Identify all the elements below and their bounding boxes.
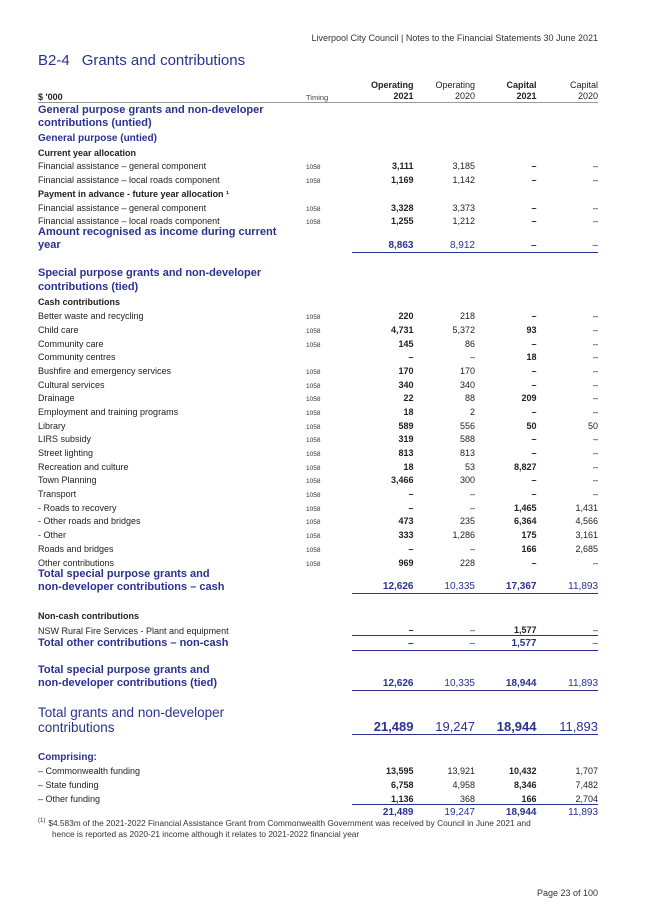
value-capital-2021: 209 — [521, 393, 537, 404]
row-timing: 1058 — [306, 327, 321, 335]
row-label: Financial assistance – general component — [38, 202, 207, 213]
value-operating-2020: 300 — [459, 475, 475, 486]
value-operating-2021: 13,595 — [385, 766, 414, 777]
page-number: Page 23 of 100 — [536, 888, 598, 898]
timing-header: Timing — [306, 80, 352, 103]
table-row — [38, 390, 598, 404]
value-operating-2020: 228 — [459, 557, 475, 568]
value-operating-2021: 333 — [398, 530, 414, 541]
value-operating-2020: 10,335 — [414, 664, 476, 690]
value-capital-2021: 50 — [526, 420, 537, 431]
value-capital-2020: – — [592, 324, 598, 335]
row-timing: 1058 — [306, 219, 321, 227]
value-capital-2020: – — [592, 161, 598, 172]
spacer-cell — [38, 735, 598, 749]
value-capital-2021: – — [531, 365, 537, 376]
row-label: Financial assistance – local roads component — [38, 175, 220, 186]
row-timing: 1058 — [306, 368, 321, 376]
row-timing: 1058 — [306, 437, 321, 445]
row-label: Financial assistance – general component — [38, 161, 207, 172]
value-capital-2020: – — [592, 461, 598, 472]
table-row — [38, 499, 598, 513]
row-label: – Other funding — [38, 794, 101, 805]
table-row — [38, 540, 598, 554]
value-capital-2021: – — [531, 489, 537, 500]
col-operating-2020: Operating 2020 — [414, 80, 476, 103]
row-label: Cultural services — [38, 379, 105, 390]
value-operating-2020: 3,373 — [452, 202, 475, 213]
value-capital-2021: – — [531, 475, 537, 486]
value-operating-2020: 1,142 — [452, 175, 475, 186]
value-operating-2021: – — [408, 543, 414, 554]
row-label: Roads and bridges — [38, 543, 114, 554]
row-label: Library — [38, 420, 66, 431]
value-operating-2021: – — [352, 621, 414, 635]
value-operating-2020: 3,185 — [452, 161, 475, 172]
value-capital-2020: 4,566 — [575, 516, 598, 527]
table-row — [38, 213, 598, 227]
value-capital-2020: – — [592, 489, 598, 500]
value-capital-2021: – — [531, 338, 537, 349]
row-label: Street lighting — [38, 448, 94, 458]
value-capital-2020: 7,482 — [575, 779, 598, 790]
value-capital-2020: – — [592, 406, 598, 417]
value-capital-2021: – — [531, 202, 537, 213]
row-label: Bushfire and emergency services — [38, 365, 172, 376]
row-timing: 1058 — [306, 205, 321, 213]
table-row — [38, 335, 598, 349]
section-heading: Grants and contributions — [81, 52, 246, 69]
col-capital-2020: Capital 2020 — [537, 80, 599, 103]
value-operating-2020: 19,247 — [414, 804, 476, 818]
row-label: - Other — [38, 530, 67, 541]
table-row — [38, 790, 598, 804]
row-timing: 1058 — [306, 396, 321, 404]
value-operating-2021: 1,136 — [352, 790, 414, 804]
value-operating-2020: – — [414, 636, 476, 651]
table-row — [38, 307, 598, 321]
table-row — [38, 513, 598, 527]
value-operating-2021: – — [408, 502, 414, 513]
table-row — [38, 763, 598, 777]
value-capital-2021: 8,827 — [513, 461, 537, 472]
value-capital-2020: 3,161 — [575, 530, 598, 541]
value-operating-2020: 368 — [414, 790, 476, 804]
spacer-row — [38, 594, 598, 608]
value-operating-2021: 473 — [398, 516, 414, 527]
row-timing: 1058 — [306, 478, 321, 486]
row-timing: 1058 — [306, 382, 321, 390]
value-capital-2020: – — [592, 202, 598, 213]
value-operating-2021: 170 — [398, 365, 414, 376]
row-timing: 1058 — [306, 546, 321, 554]
value-capital-2020: – — [592, 311, 598, 322]
value-operating-2021: 589 — [398, 420, 414, 431]
subheading: Special purpose grants and non-developer — [38, 267, 262, 280]
value-operating-2021: 8,863 — [352, 226, 414, 252]
value-operating-2021: 1,255 — [390, 216, 414, 227]
value-capital-2020: – — [592, 365, 598, 376]
value-capital-2021: – — [531, 216, 537, 227]
value-operating-2021: 3,466 — [390, 475, 414, 486]
grants-table — [38, 80, 598, 818]
value-operating-2021: 340 — [398, 379, 414, 390]
row-timing: 1058 — [306, 492, 321, 500]
value-capital-2021: 17,367 — [475, 568, 537, 594]
value-operating-2021: 12,626 — [352, 568, 414, 594]
value-capital-2021: – — [531, 379, 537, 390]
value-operating-2021: 319 — [398, 434, 414, 445]
table-row — [38, 417, 598, 431]
row-timing — [306, 776, 352, 790]
row-label: Drainage — [38, 393, 75, 404]
value-capital-2020: 2,704 — [537, 790, 599, 804]
value-capital-2021: 10,432 — [508, 766, 537, 777]
table-row — [38, 199, 598, 213]
value-operating-2020: 53 — [464, 461, 475, 472]
subheading-row — [38, 280, 598, 294]
value-operating-2021: 21,489 — [352, 705, 414, 735]
value-capital-2020: 1,707 — [575, 766, 598, 777]
value-operating-2020: 10,335 — [414, 568, 476, 594]
table-row — [38, 621, 598, 635]
value-operating-2020: 1,212 — [452, 216, 475, 227]
value-capital-2020: – — [592, 475, 598, 486]
row-timing: 1058 — [306, 519, 321, 527]
table-header-row — [38, 80, 598, 103]
row-label: Financial assistance – local roads component — [38, 216, 220, 227]
value-operating-2020: 235 — [459, 516, 475, 527]
value-capital-2021: 166 — [521, 543, 537, 554]
value-operating-2021: 6,758 — [390, 779, 414, 790]
footnote-text: $4.583m of the 2021-2022 Financial Assistance Grant from Commonwealth Government was received by Council in June 2021 and — [48, 817, 531, 828]
value-operating-2021: 145 — [398, 338, 414, 349]
total-row — [38, 568, 598, 594]
page-header: Liverpool City Council | Notes to the Financial Statements 30 June 2021 — [311, 33, 598, 43]
value-capital-2021: 6,364 — [513, 516, 537, 527]
value-capital-2020: 2,685 — [575, 543, 598, 554]
value-capital-2020: 50 — [587, 420, 598, 431]
row-timing: 1058 — [306, 533, 321, 541]
subheading: Comprising: — [38, 751, 97, 763]
row-label: Community care — [38, 338, 104, 349]
value-capital-2021: 175 — [521, 530, 537, 541]
spacer-cell — [38, 650, 598, 664]
value-capital-2020: – — [592, 352, 598, 363]
value-operating-2020: 813 — [459, 448, 475, 458]
value-operating-2020: 5,372 — [452, 324, 475, 335]
value-capital-2021: – — [531, 557, 537, 568]
table-row — [38, 485, 598, 499]
row-label: Recreation and culture — [38, 461, 129, 472]
value-capital-2021: – — [531, 161, 537, 172]
row-label: Employment and training programs — [38, 406, 179, 417]
spacer-row — [38, 690, 598, 704]
value-operating-2020: – — [469, 502, 475, 513]
row-label: - Roads to recovery — [38, 502, 117, 513]
value-capital-2021: 93 — [526, 324, 537, 335]
row-timing: 1058 — [306, 178, 321, 186]
row-label: Community centres — [38, 352, 116, 363]
row-timing: 1058 — [306, 505, 321, 513]
table-row — [38, 158, 598, 172]
row-timing — [306, 790, 352, 804]
value-operating-2021: – — [408, 352, 414, 363]
value-operating-2020: 88 — [464, 393, 475, 404]
subheading-row — [38, 130, 598, 144]
subheading: Cash contributions — [38, 297, 121, 308]
value-capital-2020: – — [592, 557, 598, 568]
total-row — [38, 664, 598, 690]
spacer-cell — [38, 690, 598, 704]
table-row — [38, 403, 598, 417]
subheading-row — [38, 749, 598, 763]
units-label: $ '000 — [38, 80, 306, 103]
row-label: – Commonwealth funding — [38, 766, 141, 777]
row-label: Transport — [38, 489, 77, 500]
subheading-row — [38, 266, 598, 280]
row-timing: 1058 — [306, 164, 321, 172]
row-label: LIRS subsidy — [38, 434, 92, 445]
row-label: Child care — [38, 324, 79, 335]
section-number: B2-4 — [38, 52, 70, 69]
spacer-row — [38, 650, 598, 664]
value-operating-2021: – — [408, 489, 414, 500]
total-row — [38, 705, 598, 735]
value-operating-2020: – — [414, 621, 476, 635]
subheading-row — [38, 144, 598, 158]
table-row — [38, 171, 598, 185]
subheading: Payment in advance - future year allocation ¹ — [38, 188, 230, 199]
value-operating-2020: 86 — [464, 338, 475, 349]
value-capital-2021: 18,944 — [475, 804, 537, 818]
spacer-cell — [38, 594, 598, 608]
value-capital-2021: – — [531, 434, 537, 445]
value-capital-2020: – — [592, 448, 598, 458]
row-timing: 1058 — [306, 409, 321, 417]
value-capital-2020: 11,893 — [537, 568, 599, 594]
value-operating-2020: 588 — [459, 434, 475, 445]
value-capital-2021: – — [531, 406, 537, 417]
value-capital-2021: 8,346 — [513, 779, 537, 790]
spacer-cell — [38, 252, 598, 266]
value-operating-2021: 12,626 — [352, 664, 414, 690]
value-capital-2021: 166 — [475, 790, 537, 804]
subheading-row — [38, 103, 598, 117]
value-operating-2021: – — [352, 636, 414, 651]
value-capital-2020: 11,893 — [537, 804, 599, 818]
value-operating-2020: 19,247 — [414, 705, 476, 735]
table-row — [38, 321, 598, 335]
subheading: General purpose grants and non-developer — [38, 103, 264, 116]
value-capital-2020: – — [537, 226, 599, 252]
total-label: Total grants and non-developer contributions — [38, 704, 225, 735]
value-capital-2020: – — [592, 379, 598, 390]
subheading-row — [38, 294, 598, 308]
total-label: Total other contributions – non-cash — [38, 637, 229, 650]
table-body — [38, 103, 598, 819]
value-operating-2021: 3,328 — [390, 202, 414, 213]
value-capital-2020: 11,893 — [537, 705, 599, 735]
value-capital-2020: – — [592, 338, 598, 349]
total-label: Total special purpose grants and non-developer contributions – cash — [38, 567, 225, 593]
value-operating-2020: 218 — [459, 311, 475, 322]
footnote — [38, 816, 598, 840]
value-operating-2020: 8,912 — [414, 226, 476, 252]
row-timing — [306, 349, 352, 363]
value-operating-2021: 4,731 — [390, 324, 414, 335]
value-capital-2020: – — [537, 621, 599, 635]
value-operating-2021: 220 — [398, 311, 414, 322]
row-timing: 1058 — [306, 423, 321, 431]
subheading: Non-cash contributions — [38, 611, 139, 622]
value-capital-2020: – — [592, 393, 598, 404]
value-operating-2021: 18 — [403, 406, 414, 417]
value-operating-2021: 1,169 — [390, 175, 414, 186]
value-capital-2021: 18 — [526, 352, 537, 363]
value-capital-2021: – — [531, 448, 537, 458]
value-capital-2020: – — [592, 434, 598, 445]
value-operating-2020: – — [469, 543, 475, 554]
value-operating-2020: – — [469, 352, 475, 363]
value-operating-2021: 969 — [398, 557, 414, 568]
row-timing — [306, 621, 352, 635]
table-row — [38, 444, 598, 458]
value-operating-2021: 22 — [403, 393, 414, 404]
value-capital-2020: 1,431 — [575, 502, 598, 513]
subheading: Current year allocation — [38, 147, 137, 158]
value-operating-2020: 13,921 — [447, 766, 475, 777]
subheading-row — [38, 608, 598, 622]
table-row — [38, 526, 598, 540]
row-label: - Other roads and bridges — [38, 516, 141, 527]
value-operating-2020: 1,286 — [452, 530, 475, 541]
value-capital-2021: – — [531, 175, 537, 186]
footnote-text-line2: hence is reported as 2020-21 income although it relates to 2021-2022 financial year — [52, 828, 360, 839]
value-operating-2021: 813 — [398, 448, 414, 458]
value-operating-2020: 170 — [459, 365, 475, 376]
table-row — [38, 776, 598, 790]
row-label: – State funding — [38, 779, 99, 790]
table-row — [38, 554, 598, 568]
spacer-row — [38, 252, 598, 266]
col-capital-2021: Capital 2021 — [475, 80, 537, 103]
subheading: General purpose (untied) — [38, 133, 157, 145]
subheading: contributions (untied) — [38, 117, 152, 130]
row-timing: 1058 — [306, 464, 321, 472]
value-capital-2021: 18,944 — [475, 664, 537, 690]
total-label: Amount recognised as income during current year — [38, 226, 277, 252]
table-row — [38, 362, 598, 376]
table-row — [38, 458, 598, 472]
total-label: Total special purpose grants and non-developer contributions (tied) — [38, 664, 218, 690]
row-timing: 1058 — [306, 314, 321, 322]
value-operating-2021: 18 — [403, 461, 414, 472]
spacer-row — [38, 735, 598, 749]
table-row — [38, 431, 598, 445]
row-label: Other contributions — [38, 557, 115, 568]
value-operating-2020: 4,958 — [452, 779, 475, 790]
table-row — [38, 376, 598, 390]
subheading-row — [38, 185, 598, 199]
value-capital-2020: 11,893 — [537, 664, 599, 690]
value-capital-2021: – — [475, 226, 537, 252]
total-row — [38, 226, 598, 252]
value-operating-2021: 21,489 — [352, 804, 414, 818]
value-operating-2020: 340 — [459, 379, 475, 390]
row-timing: 1058 — [306, 341, 321, 349]
value-capital-2021: 18,944 — [475, 705, 537, 735]
value-operating-2020: – — [469, 489, 475, 500]
value-operating-2021: 3,111 — [391, 161, 414, 172]
value-capital-2020: – — [592, 175, 598, 186]
row-label: Better waste and recycling — [38, 311, 144, 322]
section-title — [38, 52, 245, 69]
value-capital-2020: – — [592, 216, 598, 227]
col-operating-2021: Operating 2021 — [352, 80, 414, 103]
row-label: NSW Rural Fire Services - Plant and equipment — [38, 625, 229, 636]
total-row — [38, 636, 598, 651]
footnote-marker: (1) — [38, 818, 46, 824]
table-row — [38, 472, 598, 486]
row-timing — [306, 763, 352, 777]
value-operating-2020: 556 — [459, 420, 475, 431]
subheading: contributions (tied) — [38, 280, 139, 293]
subheading-row — [38, 117, 598, 131]
table-row — [38, 349, 598, 363]
value-capital-2021: 1,465 — [513, 502, 537, 513]
row-timing: 1058 — [306, 451, 321, 458]
value-operating-2020: 2 — [469, 406, 475, 417]
row-timing: 1058 — [306, 560, 321, 568]
value-capital-2021: 1,577 — [475, 636, 537, 651]
value-capital-2020: – — [537, 636, 599, 651]
value-capital-2021: – — [531, 311, 537, 322]
value-capital-2021: 1,577 — [475, 621, 537, 635]
row-label: Town Planning — [38, 475, 97, 486]
